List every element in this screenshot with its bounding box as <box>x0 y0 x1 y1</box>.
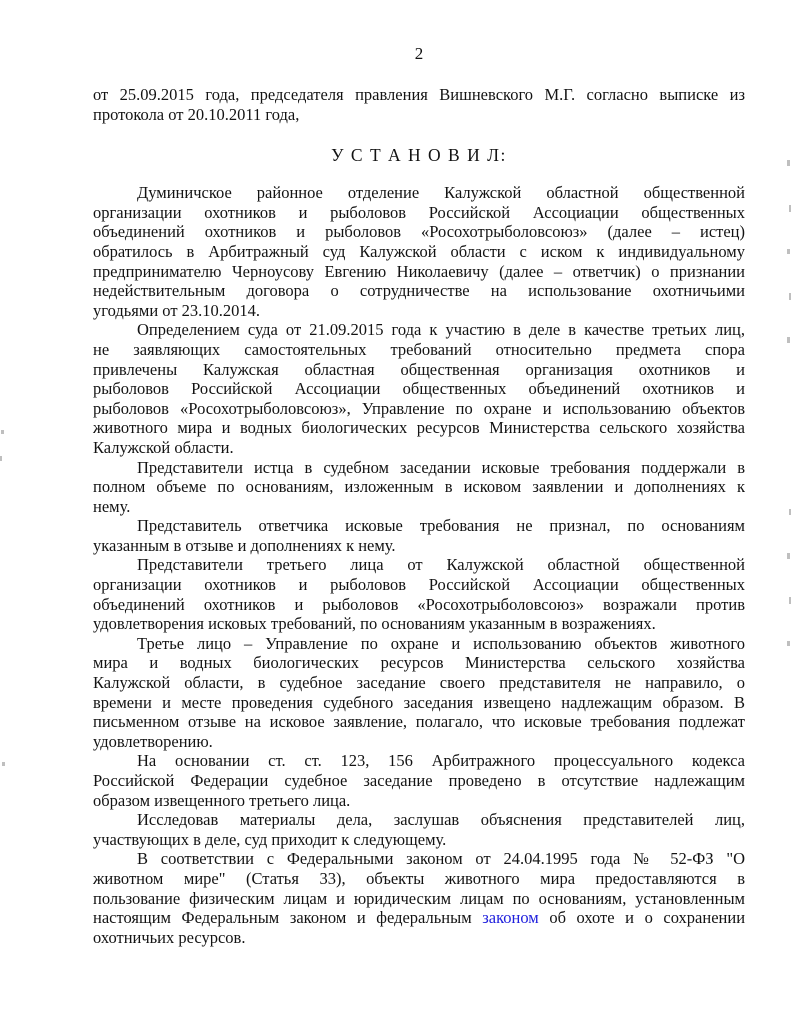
paragraph-court-ruling-third-parties <box>93 320 745 457</box>
text-line: Третье лицо – Управление по охране и использованию объектов животного <box>137 633 745 653</box>
text-line: рыболовов Российской Ассоциации общественных объединений охотников и <box>93 379 745 399</box>
text-line: объединений охотников и рыболовов «Росохотрыболовсоюз» возражали против <box>93 594 745 614</box>
text-line: полном объеме по основаниям, изложенным в исковом заявлении и дополнениях к <box>93 477 745 497</box>
text-line: пользование физическим лицам и юридическим лицам по основаниям, установленным <box>93 888 745 908</box>
page-number: 2 <box>414 44 424 63</box>
text-line: организации охотников и рыболовов Российской Ассоциации общественных <box>93 575 745 595</box>
text-line: обратилось в Арбитражный суд Калужской области с иском к индивидуальному <box>93 241 745 261</box>
paragraph-court-conclusion-intro <box>93 810 745 849</box>
text-line: Представители третьего лица от Калужской областной общественной <box>137 555 745 575</box>
text-line: Определением суда от 21.09.2015 года к участию в деле в качестве третьих лиц, <box>137 320 745 340</box>
paragraph-plaintiff-claim <box>93 183 745 320</box>
text-line: Калужской области. <box>93 437 234 457</box>
text-line: Думиничское районное отделение Калужской областной общественной <box>137 183 745 203</box>
text-line: организации охотников и рыболовов Российской Ассоциации общественных <box>93 202 745 222</box>
text-line: участвующих в деле, суд приходит к следующему. <box>93 829 447 849</box>
scan-artifact <box>787 249 790 254</box>
text-line: удовлетворения исковых требований, по основаниям указанным в возражениях. <box>93 614 656 634</box>
text-line: письменном отзыве на исковое заявление, полагало, что исковые требования подлежат <box>93 712 745 732</box>
law-line-pre: настоящим Федеральным законом и федеральным <box>93 908 472 928</box>
scan-artifact <box>787 160 790 166</box>
text-line: Российской Федерации судебное заседание проведено в отсутствие надлежащим <box>93 771 745 790</box>
text-line: объединений охотников и рыболовов «Росохотрыболовсоюз» (далее – истец) <box>93 222 745 242</box>
text-line: угодьями от 23.10.2014. <box>93 300 261 320</box>
scan-artifact <box>1 430 4 434</box>
text-line: привлечены Калужская областная общественная организация охотников и <box>93 359 745 379</box>
paragraph-third-party-absence <box>93 634 745 752</box>
scan-artifact <box>0 456 2 461</box>
text-line: образом извещенного третьего лица. <box>93 790 351 810</box>
text-line: охотничьих ресурсов. <box>93 927 246 947</box>
text-line: от 25.09.2015 года, председателя правления Вишневского М.Г. согласно выписке из <box>93 85 745 104</box>
text-line: На основании ст. ст. 123, 156 Арбитражного процессуального кодекса <box>137 751 745 771</box>
text-line: Исследовав материалы дела, заслушав объяснения представителей лиц, <box>137 810 745 830</box>
text-line: указанным в отзыве и дополнениях к нему. <box>93 535 396 555</box>
text-line: протокола от 20.10.2011 года, <box>93 104 300 124</box>
text-line: животного мира и водных биологических ресурсов Министерства сельского хозяйства <box>93 418 745 438</box>
text-line: не заявляющих самостоятельных требований относительно предмета спора <box>93 339 745 359</box>
text-line: удовлетворению. <box>93 731 213 751</box>
scan-artifact <box>787 337 790 343</box>
law-hyperlink[interactable]: законом <box>482 908 539 928</box>
scan-artifact <box>2 762 5 766</box>
text-line-with-link <box>93 908 745 928</box>
text-line: рыболовов «Росохотрыболовсоюз», Управление по охране и использованию объектов <box>93 398 745 418</box>
paragraph-third-party-objection <box>93 555 745 633</box>
scan-artifact <box>787 553 790 559</box>
text-line: недействительным договора о сотрудничестве на использование охотничьими <box>93 281 745 301</box>
law-line-post: об охоте и о сохранении <box>549 908 746 928</box>
paragraph-continuation <box>93 85 745 124</box>
scan-artifact <box>787 641 790 646</box>
section-heading-ustanovil: У С Т А Н О В И Л: <box>331 145 507 166</box>
paragraph-procedural-basis <box>93 751 745 810</box>
text-line: времени и месте проведения судебного заседания извещено надлежащим образом. В <box>93 692 745 712</box>
paragraph-plaintiff-position <box>93 458 745 517</box>
document-content <box>93 44 745 947</box>
paragraph-federal-law <box>93 849 745 947</box>
paragraph-defendant-position <box>93 516 745 555</box>
text-line: мира и водных биологических ресурсов Министерства сельского хозяйства <box>93 653 745 673</box>
text-line: Калужской области, в судебное заседание своего представителя не направило, о <box>93 673 745 693</box>
text-line: предпринимателю Черноусову Евгению Николаевичу (далее – ответчик) о признании <box>93 261 745 281</box>
text-line: В соответствии с Федеральными законом от 24.04.1995 года № 52-ФЗ "О <box>137 849 745 869</box>
text-line: Представители истца в судебном заседании исковые требования поддержали в <box>137 457 745 477</box>
text-line: животном мире" (Статья 33), объекты животного мира предоставляются в <box>93 868 745 888</box>
text-line: Представитель ответчика исковые требования не признал, по основаниям <box>137 516 745 536</box>
text-line: нему. <box>93 496 131 516</box>
